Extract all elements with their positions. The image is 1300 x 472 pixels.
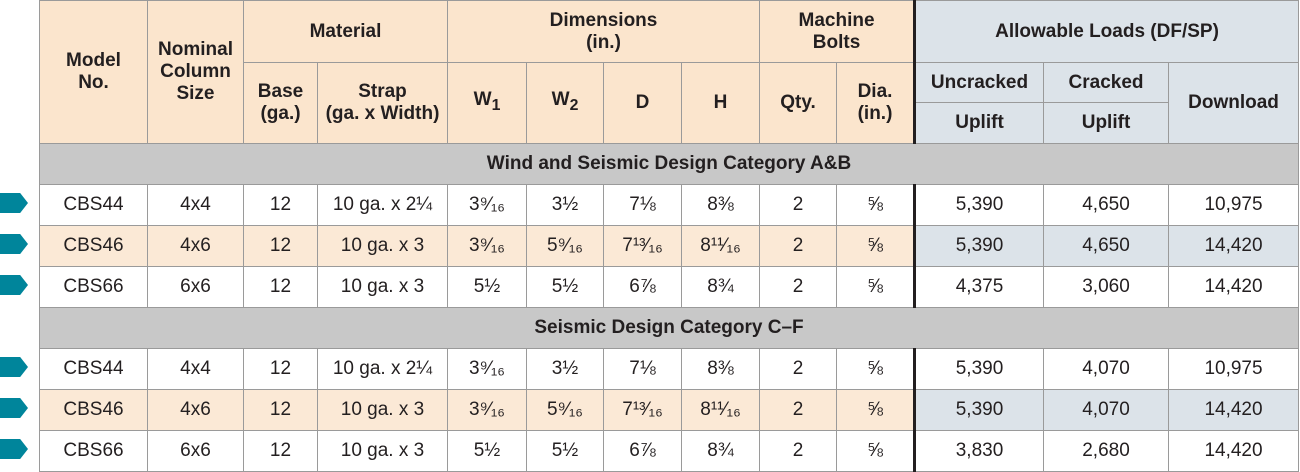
cell-d: 7⅛ [604,349,682,390]
cell-h: 8¹¹⁄₁₆ [682,226,760,267]
cell-h: 8¾ [682,267,760,308]
header-h: H [682,63,760,144]
cell-qty: 2 [760,226,837,267]
table-row [40,226,1299,267]
cell-dia: ⅝ [837,226,915,267]
arrow-marker-icon [0,275,28,295]
cell-download: 10,975 [1169,349,1299,390]
table-row [40,349,1299,390]
cell-model: CBS44 [40,185,148,226]
cell-download: 14,420 [1169,226,1299,267]
row-markers [0,0,40,470]
cell-qty: 2 [760,349,837,390]
cell-dia: ⅝ [837,431,915,472]
cell-dia: ⅝ [837,185,915,226]
cell-w1: 3⁹⁄₁₆ [448,390,527,431]
cell-dia: ⅝ [837,390,915,431]
cell-download: 14,420 [1169,267,1299,308]
cell-model: CBS66 [40,267,148,308]
cell-d: 6⅞ [604,431,682,472]
header-uncracked: Uncracked [915,63,1044,103]
cell-d: 7¹³⁄₁₆ [604,226,682,267]
cell-size: 6x6 [148,431,244,472]
cell-base: 12 [244,431,318,472]
cell-strap: 10 ga. x 3 [318,267,448,308]
cell-w1: 5½ [448,431,527,472]
cell-w2: 5⁹⁄₁₆ [527,226,604,267]
cell-w1: 3⁹⁄₁₆ [448,349,527,390]
cell-w1: 5½ [448,267,527,308]
cell-w1: 3⁹⁄₁₆ [448,226,527,267]
cell-size: 4x4 [148,349,244,390]
table-row [40,185,1299,226]
cell-qty: 2 [760,267,837,308]
arrow-marker-icon [0,193,28,213]
cell-download: 14,420 [1169,390,1299,431]
table-row [40,267,1299,308]
cell-size: 4x4 [148,185,244,226]
cell-qty: 2 [760,185,837,226]
cell-h: 8¾ [682,431,760,472]
header-dia: Dia. (in.) [837,63,915,144]
section-title: Wind and Seismic Design Category A&B [40,144,1299,185]
cell-download: 10,975 [1169,185,1299,226]
header-w1-subscript: 1 [491,96,501,114]
cell-strap: 10 ga. x 3 [318,226,448,267]
cell-download: 14,420 [1169,431,1299,472]
arrow-marker-icon [0,439,28,459]
cell-cracked: 2,680 [1044,431,1169,472]
header-w2 [527,63,604,144]
arrow-marker-icon [0,234,28,254]
cell-base: 12 [244,226,318,267]
cell-w2: 5½ [527,431,604,472]
cell-strap: 10 ga. x 3 [318,431,448,472]
cell-qty: 2 [760,390,837,431]
cell-base: 12 [244,390,318,431]
cell-uncracked: 5,390 [915,390,1044,431]
cell-uncracked: 5,390 [915,185,1044,226]
cell-uncracked: 5,390 [915,349,1044,390]
cell-uncracked: 3,830 [915,431,1044,472]
cell-strap: 10 ga. x 2¼ [318,349,448,390]
cell-d: 7¹³⁄₁₆ [604,390,682,431]
header-uplift-cracked: Uplift [1044,103,1169,144]
cell-uncracked: 5,390 [915,226,1044,267]
header-model-no: Model No. [40,1,148,144]
cell-cracked: 3,060 [1044,267,1169,308]
cell-uncracked: 4,375 [915,267,1044,308]
header-strap: Strap (ga. x Width) [318,63,448,144]
header-base: Base (ga.) [244,63,318,144]
section-title: Seismic Design Category C–F [40,308,1299,349]
cell-model: CBS46 [40,226,148,267]
table-row [40,431,1299,472]
cell-cracked: 4,070 [1044,349,1169,390]
header-dimensions: Dimensions (in.) [448,1,760,63]
header-material: Material [244,1,448,63]
header-download: Download [1169,63,1299,144]
cell-h: 8⅜ [682,349,760,390]
cell-cracked: 4,070 [1044,390,1169,431]
cell-w2: 5⁹⁄₁₆ [527,390,604,431]
arrow-marker-icon [0,398,28,418]
product-table [39,0,1299,472]
cell-model: CBS44 [40,349,148,390]
cell-d: 6⅞ [604,267,682,308]
cell-w2: 3½ [527,185,604,226]
cell-base: 12 [244,267,318,308]
cell-base: 12 [244,349,318,390]
header-qty: Qty. [760,63,837,144]
cell-model: CBS46 [40,390,148,431]
cell-dia: ⅝ [837,349,915,390]
cell-strap: 10 ga. x 3 [318,390,448,431]
cell-cracked: 4,650 [1044,226,1169,267]
cell-size: 4x6 [148,226,244,267]
header-w1 [448,63,527,144]
cell-size: 4x6 [148,390,244,431]
header-nominal-column-size: Nominal Column Size [148,1,244,144]
header-d: D [604,63,682,144]
cell-strap: 10 ga. x 2¼ [318,185,448,226]
cell-cracked: 4,650 [1044,185,1169,226]
cell-w2: 3½ [527,349,604,390]
header-uplift-uncracked: Uplift [915,103,1044,144]
cell-h: 8¹¹⁄₁₆ [682,390,760,431]
header-w2-subscript: 2 [569,96,579,114]
cell-w2: 5½ [527,267,604,308]
table-row [40,390,1299,431]
header-allowable-loads: Allowable Loads (DF/SP) [915,1,1299,63]
cell-model: CBS66 [40,431,148,472]
cell-h: 8⅜ [682,185,760,226]
cell-w1: 3⁹⁄₁₆ [448,185,527,226]
header-cracked: Cracked [1044,63,1169,103]
cell-qty: 2 [760,431,837,472]
cell-d: 7⅛ [604,185,682,226]
arrow-marker-icon [0,357,28,377]
header-w2-letter: W [551,89,570,111]
cell-base: 12 [244,185,318,226]
cell-dia: ⅝ [837,267,915,308]
header-machine-bolts: Machine Bolts [760,1,915,63]
cell-size: 6x6 [148,267,244,308]
header-w1-letter: W [473,89,492,111]
